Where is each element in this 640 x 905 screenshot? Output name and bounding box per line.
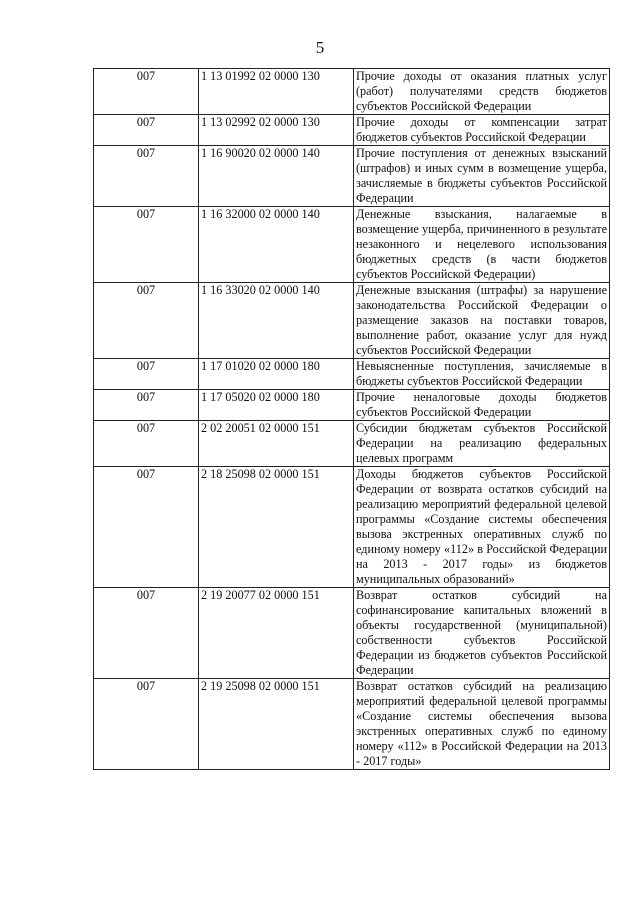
budget-classification-code-cell: 1 17 01020 02 0000 180 — [199, 359, 354, 390]
admin-code-cell: 007 — [94, 115, 199, 146]
table-row — [94, 207, 610, 283]
revenue-codes-table — [93, 68, 610, 770]
admin-code-cell: 007 — [94, 207, 199, 283]
budget-classification-code-cell: 2 18 25098 02 0000 151 — [199, 467, 354, 588]
admin-code-cell: 007 — [94, 588, 199, 679]
revenue-name-cell: Денежные взыскания (штрафы) за нарушение законодательства Российской Федерации о размещение заказов на поставки товаров, выполнение работ, оказание услуг для нужд субъектов Российской Федерации — [354, 283, 610, 359]
admin-code-cell: 007 — [94, 359, 199, 390]
budget-classification-code-cell: 1 17 05020 02 0000 180 — [199, 390, 354, 421]
table-row — [94, 283, 610, 359]
revenue-name-cell: Субсидии бюджетам субъектов Российской Федерации на реализацию федеральных целевых программ — [354, 421, 610, 467]
budget-classification-code-cell: 1 13 02992 02 0000 130 — [199, 115, 354, 146]
revenue-name-cell: Прочие доходы от оказания платных услуг (работ) получателями средств бюджетов субъектов Российской Федерации — [354, 69, 610, 115]
table-row — [94, 359, 610, 390]
revenue-name-cell: Невыясненные поступления, зачисляемые в бюджеты субъектов Российской Федерации — [354, 359, 610, 390]
revenue-name-cell: Денежные взыскания, налагаемые в возмещение ущерба, причиненного в результате незаконного и нецелевого использования бюджетных средств (в части бюджетов субъектов Российской Федерации) — [354, 207, 610, 283]
admin-code-cell: 007 — [94, 283, 199, 359]
revenue-name-cell: Прочие поступления от денежных взысканий (штрафов) и иных сумм в возмещение ущерба, зачисляемые в бюджеты субъектов Российской Федерации — [354, 146, 610, 207]
revenue-name-cell: Доходы бюджетов субъектов Российской Федерации от возврата остатков субсидий на реализацию мероприятий федеральной целевой программы «Создание системы обеспечения вызова экстренных оперативных служб по единому номеру «112» в Российской Федерации на 2013 - 2017 годы» из бюджетов муниципальных образований» — [354, 467, 610, 588]
table-row — [94, 69, 610, 115]
admin-code-cell: 007 — [94, 421, 199, 467]
table-row — [94, 421, 610, 467]
revenue-name-cell: Прочие доходы от компенсации затрат бюджетов субъектов Российской Федерации — [354, 115, 610, 146]
budget-classification-code-cell: 1 16 32000 02 0000 140 — [199, 207, 354, 283]
revenue-name-cell: Возврат остатков субсидий на софинансирование капитальных вложений в объекты государственной (муниципальной) собственности субъектов Российской Федерации из бюджетов субъектов Российской Федерации — [354, 588, 610, 679]
table-row — [94, 467, 610, 588]
table-row — [94, 115, 610, 146]
budget-classification-code-cell: 2 02 20051 02 0000 151 — [199, 421, 354, 467]
budget-classification-code-cell: 1 16 90020 02 0000 140 — [199, 146, 354, 207]
admin-code-cell: 007 — [94, 146, 199, 207]
admin-code-cell: 007 — [94, 467, 199, 588]
budget-classification-code-cell: 1 16 33020 02 0000 140 — [199, 283, 354, 359]
revenue-name-cell: Возврат остатков субсидий на реализацию мероприятий федеральной целевой программы «Создание системы обеспечения вызова экстренных оперативных служб по единому номеру «112» в Российской Федерации на 2013 - 2017 годы» — [354, 679, 610, 770]
admin-code-cell: 007 — [94, 679, 199, 770]
table-row — [94, 390, 610, 421]
admin-code-cell: 007 — [94, 390, 199, 421]
budget-classification-code-cell: 1 13 01992 02 0000 130 — [199, 69, 354, 115]
page-number: 5 — [315, 38, 325, 57]
table-row — [94, 588, 610, 679]
revenue-name-cell: Прочие неналоговые доходы бюджетов субъектов Российской Федерации — [354, 390, 610, 421]
budget-classification-code-cell: 2 19 25098 02 0000 151 — [199, 679, 354, 770]
table-row — [94, 679, 610, 770]
budget-classification-code-cell: 2 19 20077 02 0000 151 — [199, 588, 354, 679]
admin-code-cell: 007 — [94, 69, 199, 115]
table-row — [94, 146, 610, 207]
